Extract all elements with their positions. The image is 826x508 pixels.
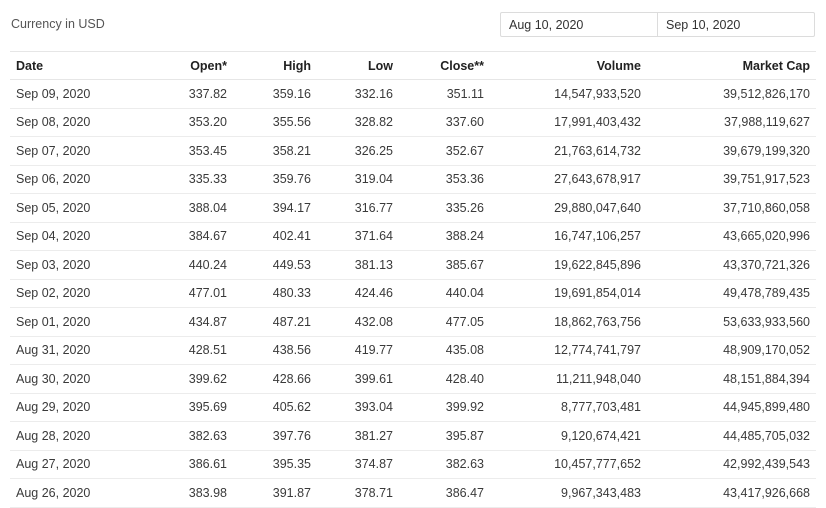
- header-market-cap[interactable]: Market Cap: [647, 52, 816, 80]
- high-cell: 394.17: [233, 194, 317, 223]
- low-cell: 332.16: [317, 80, 399, 109]
- date-cell: Sep 03, 2020: [10, 251, 120, 280]
- table-row: [10, 422, 816, 451]
- high-cell: 395.35: [233, 450, 317, 479]
- table-row: [10, 479, 816, 508]
- open-cell: 382.63: [120, 422, 233, 451]
- low-cell: 326.25: [317, 137, 399, 166]
- date-cell: Aug 27, 2020: [10, 450, 120, 479]
- low-cell: 378.71: [317, 479, 399, 508]
- header-open[interactable]: Open*: [120, 52, 233, 80]
- high-cell: 355.56: [233, 108, 317, 137]
- date-cell: Sep 06, 2020: [10, 165, 120, 194]
- date-cell: Sep 05, 2020: [10, 194, 120, 223]
- end-date-field[interactable]: Sep 10, 2020: [657, 13, 814, 36]
- open-cell: 399.62: [120, 365, 233, 394]
- close-cell: 477.05: [399, 308, 490, 337]
- market-cap-cell: 43,417,926,668: [647, 479, 816, 508]
- date-range-picker[interactable]: [500, 12, 815, 37]
- volume-cell: 11,211,948,040: [490, 365, 647, 394]
- header-volume[interactable]: Volume: [490, 52, 647, 80]
- volume-cell: 10,457,777,652: [490, 450, 647, 479]
- low-cell: 328.82: [317, 108, 399, 137]
- table-row: [10, 137, 816, 166]
- date-cell: Aug 30, 2020: [10, 365, 120, 394]
- volume-cell: 19,622,845,896: [490, 251, 647, 280]
- high-cell: 405.62: [233, 393, 317, 422]
- volume-cell: 12,774,741,797: [490, 336, 647, 365]
- open-cell: 384.67: [120, 222, 233, 251]
- date-cell: Aug 26, 2020: [10, 479, 120, 508]
- open-cell: 386.61: [120, 450, 233, 479]
- high-cell: 359.76: [233, 165, 317, 194]
- table-row: [10, 251, 816, 280]
- high-cell: 449.53: [233, 251, 317, 280]
- date-cell: Sep 01, 2020: [10, 308, 120, 337]
- close-cell: 386.47: [399, 479, 490, 508]
- open-cell: 383.98: [120, 479, 233, 508]
- market-cap-cell: 43,665,020,996: [647, 222, 816, 251]
- close-cell: 399.92: [399, 393, 490, 422]
- header-high[interactable]: High: [233, 52, 317, 80]
- volume-cell: 16,747,106,257: [490, 222, 647, 251]
- low-cell: 319.04: [317, 165, 399, 194]
- close-cell: 388.24: [399, 222, 490, 251]
- volume-cell: 27,643,678,917: [490, 165, 647, 194]
- market-cap-cell: 49,478,789,435: [647, 279, 816, 308]
- close-cell: 395.87: [399, 422, 490, 451]
- high-cell: 428.66: [233, 365, 317, 394]
- volume-cell: 21,763,614,732: [490, 137, 647, 166]
- date-cell: Aug 29, 2020: [10, 393, 120, 422]
- table-row: [10, 279, 816, 308]
- market-cap-cell: 39,512,826,170: [647, 80, 816, 109]
- volume-cell: 14,547,933,520: [490, 80, 647, 109]
- high-cell: 402.41: [233, 222, 317, 251]
- low-cell: 374.87: [317, 450, 399, 479]
- table-row: [10, 108, 816, 137]
- table-row: [10, 450, 816, 479]
- high-cell: 359.16: [233, 80, 317, 109]
- low-cell: 399.61: [317, 365, 399, 394]
- header-date[interactable]: Date: [10, 52, 120, 80]
- close-cell: 352.67: [399, 137, 490, 166]
- close-cell: 440.04: [399, 279, 490, 308]
- currency-label: Currency in USD: [11, 17, 105, 31]
- open-cell: 337.82: [120, 80, 233, 109]
- table-row: [10, 336, 816, 365]
- low-cell: 393.04: [317, 393, 399, 422]
- low-cell: 316.77: [317, 194, 399, 223]
- market-cap-cell: 43,370,721,326: [647, 251, 816, 280]
- open-cell: 335.33: [120, 165, 233, 194]
- volume-cell: 17,991,403,432: [490, 108, 647, 137]
- header-low[interactable]: Low: [317, 52, 399, 80]
- low-cell: 371.64: [317, 222, 399, 251]
- close-cell: 382.63: [399, 450, 490, 479]
- open-cell: 353.20: [120, 108, 233, 137]
- open-cell: 395.69: [120, 393, 233, 422]
- low-cell: 381.27: [317, 422, 399, 451]
- historical-data-table: [10, 51, 816, 508]
- volume-cell: 19,691,854,014: [490, 279, 647, 308]
- table-row: [10, 393, 816, 422]
- low-cell: 424.46: [317, 279, 399, 308]
- table-row: [10, 222, 816, 251]
- open-cell: 353.45: [120, 137, 233, 166]
- high-cell: 438.56: [233, 336, 317, 365]
- header-close[interactable]: Close**: [399, 52, 490, 80]
- low-cell: 381.13: [317, 251, 399, 280]
- open-cell: 440.24: [120, 251, 233, 280]
- market-cap-cell: 44,485,705,032: [647, 422, 816, 451]
- close-cell: 335.26: [399, 194, 490, 223]
- start-date-field[interactable]: Aug 10, 2020: [509, 17, 584, 32]
- close-cell: 337.60: [399, 108, 490, 137]
- date-cell: Sep 08, 2020: [10, 108, 120, 137]
- open-cell: 434.87: [120, 308, 233, 337]
- table-row: [10, 365, 816, 394]
- market-cap-cell: 39,751,917,523: [647, 165, 816, 194]
- volume-cell: 18,862,763,756: [490, 308, 647, 337]
- high-cell: 391.87: [233, 479, 317, 508]
- close-cell: 435.08: [399, 336, 490, 365]
- table-row: [10, 165, 816, 194]
- table-row: [10, 194, 816, 223]
- table-row: [10, 80, 816, 109]
- market-cap-cell: 44,945,899,480: [647, 393, 816, 422]
- volume-cell: 9,967,343,483: [490, 479, 647, 508]
- volume-cell: 29,880,047,640: [490, 194, 647, 223]
- table-header-row: [10, 52, 816, 80]
- date-cell: Sep 04, 2020: [10, 222, 120, 251]
- market-cap-cell: 48,151,884,394: [647, 365, 816, 394]
- market-cap-cell: 37,710,860,058: [647, 194, 816, 223]
- high-cell: 480.33: [233, 279, 317, 308]
- table-row: [10, 308, 816, 337]
- low-cell: 419.77: [317, 336, 399, 365]
- market-cap-cell: 53,633,933,560: [647, 308, 816, 337]
- market-cap-cell: 39,679,199,320: [647, 137, 816, 166]
- market-cap-cell: 48,909,170,052: [647, 336, 816, 365]
- date-cell: Sep 09, 2020: [10, 80, 120, 109]
- open-cell: 388.04: [120, 194, 233, 223]
- close-cell: 351.11: [399, 80, 490, 109]
- high-cell: 358.21: [233, 137, 317, 166]
- close-cell: 385.67: [399, 251, 490, 280]
- high-cell: 487.21: [233, 308, 317, 337]
- open-cell: 477.01: [120, 279, 233, 308]
- date-cell: Sep 07, 2020: [10, 137, 120, 166]
- close-cell: 428.40: [399, 365, 490, 394]
- date-cell: Aug 28, 2020: [10, 422, 120, 451]
- market-cap-cell: 42,992,439,543: [647, 450, 816, 479]
- market-cap-cell: 37,988,119,627: [647, 108, 816, 137]
- low-cell: 432.08: [317, 308, 399, 337]
- date-cell: Sep 02, 2020: [10, 279, 120, 308]
- volume-cell: 9,120,674,421: [490, 422, 647, 451]
- date-cell: Aug 31, 2020: [10, 336, 120, 365]
- open-cell: 428.51: [120, 336, 233, 365]
- high-cell: 397.76: [233, 422, 317, 451]
- close-cell: 353.36: [399, 165, 490, 194]
- volume-cell: 8,777,703,481: [490, 393, 647, 422]
